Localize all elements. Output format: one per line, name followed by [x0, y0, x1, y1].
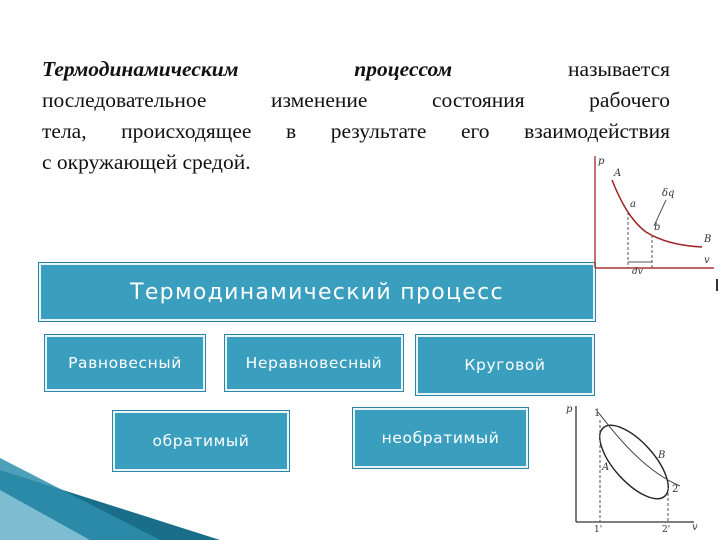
vertical-tick-mark: [716, 279, 718, 291]
label-heat: δq: [662, 188, 675, 199]
root-box-thermodynamic-process: Термодинамический процесс: [38, 262, 596, 322]
box-equilibrium: Равновесный: [44, 334, 206, 392]
process-curve-top: [612, 180, 702, 247]
box-nonequilibrium: Неравновесный: [224, 334, 404, 392]
label-p-top: p: [598, 156, 605, 167]
box-irreversible: необратимый: [352, 407, 529, 469]
box-reversible: обратимый: [112, 410, 290, 472]
label-b-small: b: [654, 222, 661, 233]
label-2: 2: [672, 484, 679, 495]
tick-1: 1': [594, 525, 603, 535]
tick-2: 2': [662, 525, 671, 535]
pv-graph-top: [590, 150, 716, 275]
label-a-top: A: [614, 168, 622, 179]
term-process: процессом: [354, 57, 453, 81]
decorative-corner: [0, 450, 220, 540]
label-b-bottom: B: [658, 450, 666, 461]
label-a-small: a: [630, 199, 636, 210]
definition-line-1: [42, 54, 670, 85]
definition-line-3: тела, происходящее в результате его взаимодействия: [42, 119, 670, 143]
definition-text: [42, 54, 670, 178]
label-p-bottom: p: [566, 404, 573, 415]
pv-graph-bottom: [562, 400, 704, 536]
term-thermodynamic: Термодинамическим: [42, 57, 239, 81]
label-dv: dv: [632, 267, 643, 275]
definition-line-2: последовательное изменение состояния рабочего: [42, 88, 670, 112]
label-v-top: v: [704, 255, 710, 266]
word-called: называется: [567, 57, 670, 81]
label-v-bottom: v: [692, 522, 698, 533]
label-1: 1: [594, 408, 601, 419]
cycle-line: [598, 412, 680, 486]
box-cyclic: Круговой: [415, 334, 595, 396]
label-a-bottom: A: [602, 462, 610, 473]
definition-line-4: с окружающей средой.: [42, 150, 251, 174]
label-b-top: B: [704, 234, 712, 245]
